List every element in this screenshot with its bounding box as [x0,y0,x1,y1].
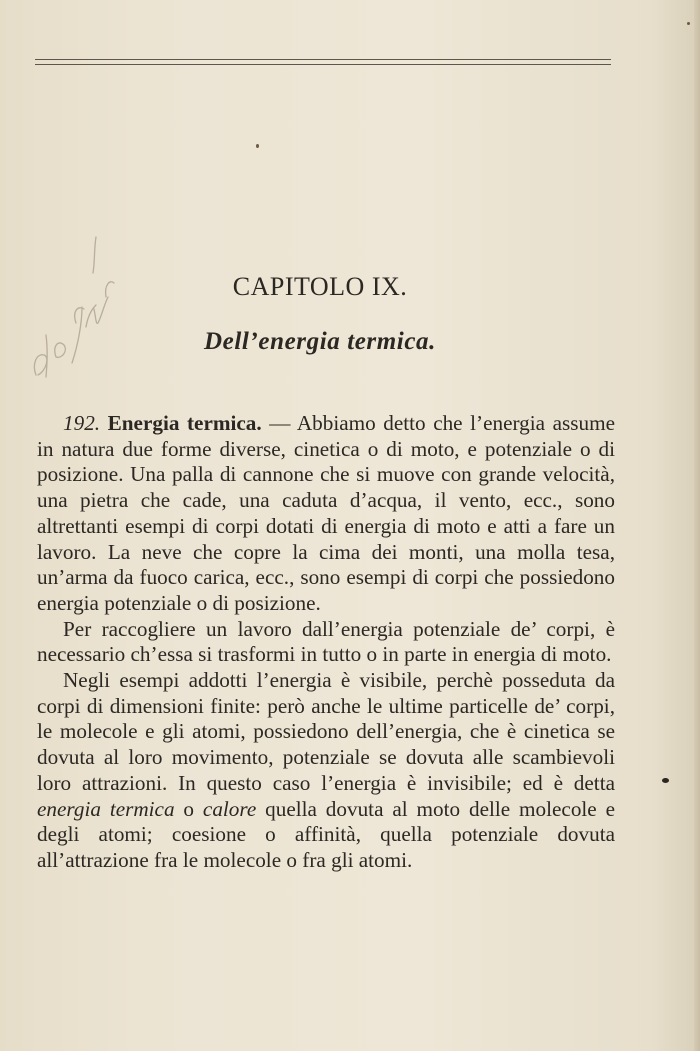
paragraph-text-part: o [174,796,203,821]
section-heading: Energia termica. [107,411,262,435]
paragraph-text [37,668,615,874]
chapter-title: Dell’energia termica. [204,328,436,355]
ink-speck [687,22,690,25]
handwritten-pencil-note [26,235,121,385]
header-rule-bottom [35,64,611,65]
header-rule-top [35,59,611,60]
term-calore: calore [202,796,257,821]
paragraph-text: Per raccogliere un lavoro dall’energia potenziale de’ corpi, è necessario ch’essa si trasformi in tutto o in parte in energia di moto. [37,616,615,667]
paragraph-192 [37,411,615,617]
chapter-heading: CAPITOLO IX. [232,272,408,301]
ink-mark [662,778,669,783]
term-energia-termica: energia termica [37,796,175,821]
paragraph-text-part: Negli esempi addotti l’energia è visibile, perchè posseduta da corpi di dimensioni finite: però anche le ultime particelle de’ corpi, le molecole e gli atomi, possiedono dell’energia, che è cinetica se dovuta al loro movimento, potenziale se dovuta alle scambievoli loro attrazioni. In questo caso l’energia è invisibile; ed è detta [37,668,615,795]
paragraph-text: — Abbiamo detto che l’energia assume in natura due forme diverse, cinetica o di moto, e potenziale o di posizione. Una palla di cannone che si muove con grande velocità, una pietra che cade, una caduta d’acqua, il vento, ecc., sono altrettanti esempi di corpi dotati di energia di moto e atti a fare un lavoro. La neve che copre la cima dei monti, una molla tesa, un’arma da fuoco carica, ecc., sono esempi di corpi che possiedono energia potenziale o di posizione. [37,411,615,615]
page-edge [694,0,700,1051]
body-text [37,411,615,874]
ink-speck [256,144,259,148]
section-number: 192. [63,411,101,435]
paragraph-text-part: quella dovuta al moto delle molecole e degli atomi; coesione o affinità, quella potenziale dovuta all’attrazione fra le molecole o fra gli atomi. [37,796,616,872]
